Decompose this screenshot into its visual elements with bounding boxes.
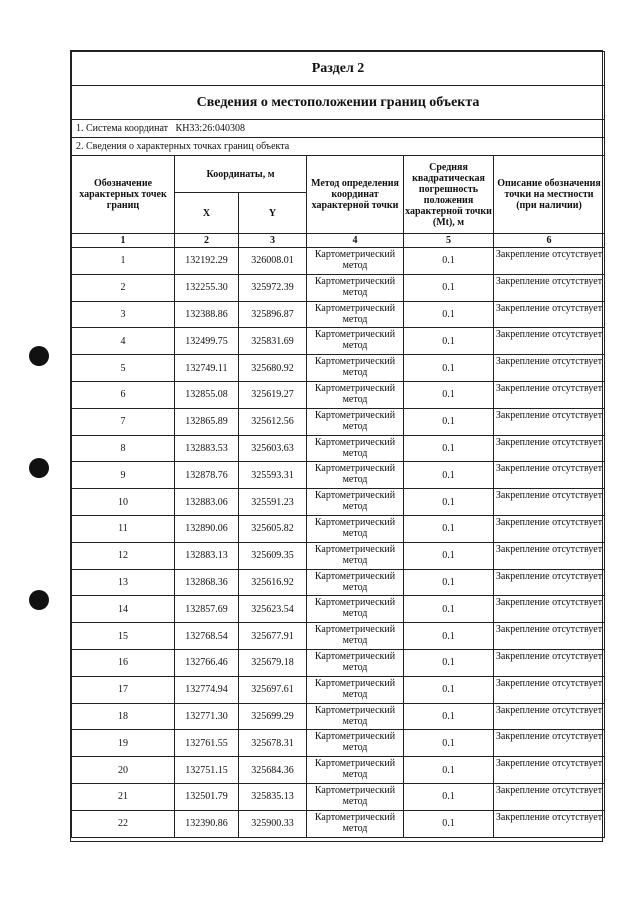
description-cell: Закрепление отсутствует [494, 435, 605, 462]
description-cell: Закрепление отсутствует [494, 542, 605, 569]
table-row [72, 676, 605, 703]
error-cell: 0.1 [404, 489, 494, 516]
table-row [72, 328, 605, 355]
header-coordinates: Координаты, м [175, 156, 307, 193]
x-coordinate-cell: 132390.86 [175, 810, 239, 837]
description-cell: Закрепление отсутствует [494, 676, 605, 703]
method-cell: Картометрический метод [307, 328, 404, 355]
method-cell: Картометрический метод [307, 676, 404, 703]
table-row [72, 515, 605, 542]
y-coordinate-cell: 325972.39 [239, 274, 307, 301]
header-method: Метод определения координат характерной точки [307, 156, 404, 234]
description-cell: Закрепление отсутствует [494, 408, 605, 435]
table-row [72, 301, 605, 328]
method-cell: Картометрический метод [307, 596, 404, 623]
table-row [72, 730, 605, 757]
description-cell: Закрепление отсутствует [494, 757, 605, 784]
error-cell: 0.1 [404, 649, 494, 676]
x-coordinate-cell: 132771.30 [175, 703, 239, 730]
description-cell: Закрепление отсутствует [494, 489, 605, 516]
error-cell: 0.1 [404, 408, 494, 435]
header-x: X [175, 193, 239, 234]
method-cell: Картометрический метод [307, 435, 404, 462]
y-coordinate-cell: 325603.63 [239, 435, 307, 462]
y-coordinate-cell: 325677.91 [239, 623, 307, 650]
y-coordinate-cell: 325616.92 [239, 569, 307, 596]
x-coordinate-cell: 132768.54 [175, 623, 239, 650]
y-coordinate-cell: 325605.82 [239, 515, 307, 542]
error-cell: 0.1 [404, 542, 494, 569]
point-id-cell: 1 [72, 248, 175, 275]
table-row [72, 381, 605, 408]
method-cell: Картометрический метод [307, 489, 404, 516]
table-row [72, 542, 605, 569]
point-id-cell: 2 [72, 274, 175, 301]
header-y: Y [239, 193, 307, 234]
description-cell: Закрепление отсутствует [494, 596, 605, 623]
y-coordinate-cell: 325679.18 [239, 649, 307, 676]
column-number: 3 [239, 234, 307, 248]
point-id-cell: 16 [72, 649, 175, 676]
x-coordinate-cell: 132878.76 [175, 462, 239, 489]
binder-hole-1 [29, 346, 49, 366]
error-cell: 0.1 [404, 515, 494, 542]
point-id-cell: 9 [72, 462, 175, 489]
method-cell: Картометрический метод [307, 757, 404, 784]
error-cell: 0.1 [404, 623, 494, 650]
error-cell: 0.1 [404, 301, 494, 328]
x-coordinate-cell: 132883.06 [175, 489, 239, 516]
table-row [72, 783, 605, 810]
x-coordinate-cell: 132192.29 [175, 248, 239, 275]
points-heading: 2. Сведения о характерных точках границ объекта [72, 138, 605, 156]
description-cell: Закрепление отсутствует [494, 569, 605, 596]
x-coordinate-cell: 132890.06 [175, 515, 239, 542]
method-cell: Картометрический метод [307, 703, 404, 730]
error-cell: 0.1 [404, 596, 494, 623]
method-cell: Картометрический метод [307, 274, 404, 301]
table-row [72, 810, 605, 837]
table-row [72, 623, 605, 650]
y-coordinate-cell: 325896.87 [239, 301, 307, 328]
y-coordinate-cell: 325619.27 [239, 381, 307, 408]
y-coordinate-cell: 325593.31 [239, 462, 307, 489]
table-row [72, 274, 605, 301]
x-coordinate-cell: 132883.53 [175, 435, 239, 462]
method-cell: Картометрический метод [307, 783, 404, 810]
y-coordinate-cell: 325900.33 [239, 810, 307, 837]
method-cell: Картометрический метод [307, 462, 404, 489]
section-subtitle: Сведения о местоположении границ объекта [72, 86, 605, 120]
point-id-cell: 3 [72, 301, 175, 328]
error-cell: 0.1 [404, 569, 494, 596]
point-id-cell: 11 [72, 515, 175, 542]
description-cell: Закрепление отсутствует [494, 703, 605, 730]
description-cell: Закрепление отсутствует [494, 462, 605, 489]
point-id-cell: 22 [72, 810, 175, 837]
point-id-cell: 21 [72, 783, 175, 810]
table-row [72, 248, 605, 275]
table-row [72, 489, 605, 516]
description-cell: Закрепление отсутствует [494, 810, 605, 837]
x-coordinate-cell: 132749.11 [175, 355, 239, 382]
table-row [72, 596, 605, 623]
description-cell: Закрепление отсутствует [494, 730, 605, 757]
point-id-cell: 7 [72, 408, 175, 435]
x-coordinate-cell: 132855.08 [175, 381, 239, 408]
table-row [72, 435, 605, 462]
y-coordinate-cell: 325612.56 [239, 408, 307, 435]
column-numbers-row [72, 234, 605, 248]
x-coordinate-cell: 132766.46 [175, 649, 239, 676]
point-id-cell: 15 [72, 623, 175, 650]
method-cell: Картометрический метод [307, 623, 404, 650]
table-row [72, 355, 605, 382]
boundary-points-table [71, 51, 605, 838]
x-coordinate-cell: 132857.69 [175, 596, 239, 623]
description-cell: Закрепление отсутствует [494, 623, 605, 650]
point-id-cell: 17 [72, 676, 175, 703]
table-row [72, 569, 605, 596]
column-number: 1 [72, 234, 175, 248]
error-cell: 0.1 [404, 355, 494, 382]
y-coordinate-cell: 325609.35 [239, 542, 307, 569]
point-id-cell: 19 [72, 730, 175, 757]
method-cell: Картометрический метод [307, 649, 404, 676]
y-coordinate-cell: 325678.31 [239, 730, 307, 757]
y-coordinate-cell: 325835.13 [239, 783, 307, 810]
error-cell: 0.1 [404, 730, 494, 757]
point-id-cell: 14 [72, 596, 175, 623]
table-row [72, 649, 605, 676]
point-id-cell: 10 [72, 489, 175, 516]
table-row [72, 408, 605, 435]
column-number: 2 [175, 234, 239, 248]
description-cell: Закрепление отсутствует [494, 355, 605, 382]
description-cell: Закрепление отсутствует [494, 649, 605, 676]
x-coordinate-cell: 132761.55 [175, 730, 239, 757]
error-cell: 0.1 [404, 274, 494, 301]
x-coordinate-cell: 132499.75 [175, 328, 239, 355]
column-number: 5 [404, 234, 494, 248]
y-coordinate-cell: 325591.23 [239, 489, 307, 516]
error-cell: 0.1 [404, 328, 494, 355]
x-coordinate-cell: 132388.86 [175, 301, 239, 328]
method-cell: Картометрический метод [307, 248, 404, 275]
section-title: Раздел 2 [72, 52, 605, 86]
y-coordinate-cell: 325684.36 [239, 757, 307, 784]
method-cell: Картометрический метод [307, 515, 404, 542]
point-id-cell: 12 [72, 542, 175, 569]
y-coordinate-cell: 325697.61 [239, 676, 307, 703]
error-cell: 0.1 [404, 757, 494, 784]
point-id-cell: 13 [72, 569, 175, 596]
point-id-cell: 6 [72, 381, 175, 408]
binder-hole-3 [29, 590, 49, 610]
x-coordinate-cell: 132865.89 [175, 408, 239, 435]
point-id-cell: 20 [72, 757, 175, 784]
header-description: Описание обозначения точки на местности (при наличии) [494, 156, 605, 234]
description-cell: Закрепление отсутствует [494, 783, 605, 810]
column-number: 4 [307, 234, 404, 248]
coordinate-system-line: 1. Система координат КН33:26:040308 [72, 120, 605, 138]
point-id-cell: 18 [72, 703, 175, 730]
method-cell: Картометрический метод [307, 542, 404, 569]
x-coordinate-cell: 132883.13 [175, 542, 239, 569]
description-cell: Закрепление отсутствует [494, 248, 605, 275]
description-cell: Закрепление отсутствует [494, 515, 605, 542]
y-coordinate-cell: 325623.54 [239, 596, 307, 623]
method-cell: Картометрический метод [307, 810, 404, 837]
method-cell: Картометрический метод [307, 381, 404, 408]
y-coordinate-cell: 326008.01 [239, 248, 307, 275]
header-error: Средняя квадратическая погрешность положения характерной точки (Mt), м [404, 156, 494, 234]
table-row [72, 757, 605, 784]
method-cell: Картометрический метод [307, 569, 404, 596]
method-cell: Картометрический метод [307, 730, 404, 757]
error-cell: 0.1 [404, 248, 494, 275]
y-coordinate-cell: 325699.29 [239, 703, 307, 730]
x-coordinate-cell: 132868.36 [175, 569, 239, 596]
method-cell: Картометрический метод [307, 355, 404, 382]
error-cell: 0.1 [404, 676, 494, 703]
y-coordinate-cell: 325680.92 [239, 355, 307, 382]
error-cell: 0.1 [404, 381, 494, 408]
point-id-cell: 8 [72, 435, 175, 462]
error-cell: 0.1 [404, 810, 494, 837]
description-cell: Закрепление отсутствует [494, 274, 605, 301]
table-row [72, 703, 605, 730]
binder-hole-2 [29, 458, 49, 478]
description-cell: Закрепление отсутствует [494, 301, 605, 328]
header-designation: Обозначение характерных точек границ [72, 156, 175, 234]
error-cell: 0.1 [404, 703, 494, 730]
table-row [72, 462, 605, 489]
column-number: 6 [494, 234, 605, 248]
method-cell: Картометрический метод [307, 301, 404, 328]
x-coordinate-cell: 132751.15 [175, 757, 239, 784]
description-cell: Закрепление отсутствует [494, 328, 605, 355]
error-cell: 0.1 [404, 435, 494, 462]
error-cell: 0.1 [404, 783, 494, 810]
point-id-cell: 4 [72, 328, 175, 355]
description-cell: Закрепление отсутствует [494, 381, 605, 408]
x-coordinate-cell: 132774.94 [175, 676, 239, 703]
method-cell: Картометрический метод [307, 408, 404, 435]
error-cell: 0.1 [404, 462, 494, 489]
document-frame [70, 50, 603, 842]
x-coordinate-cell: 132501.79 [175, 783, 239, 810]
x-coordinate-cell: 132255.30 [175, 274, 239, 301]
y-coordinate-cell: 325831.69 [239, 328, 307, 355]
point-id-cell: 5 [72, 355, 175, 382]
